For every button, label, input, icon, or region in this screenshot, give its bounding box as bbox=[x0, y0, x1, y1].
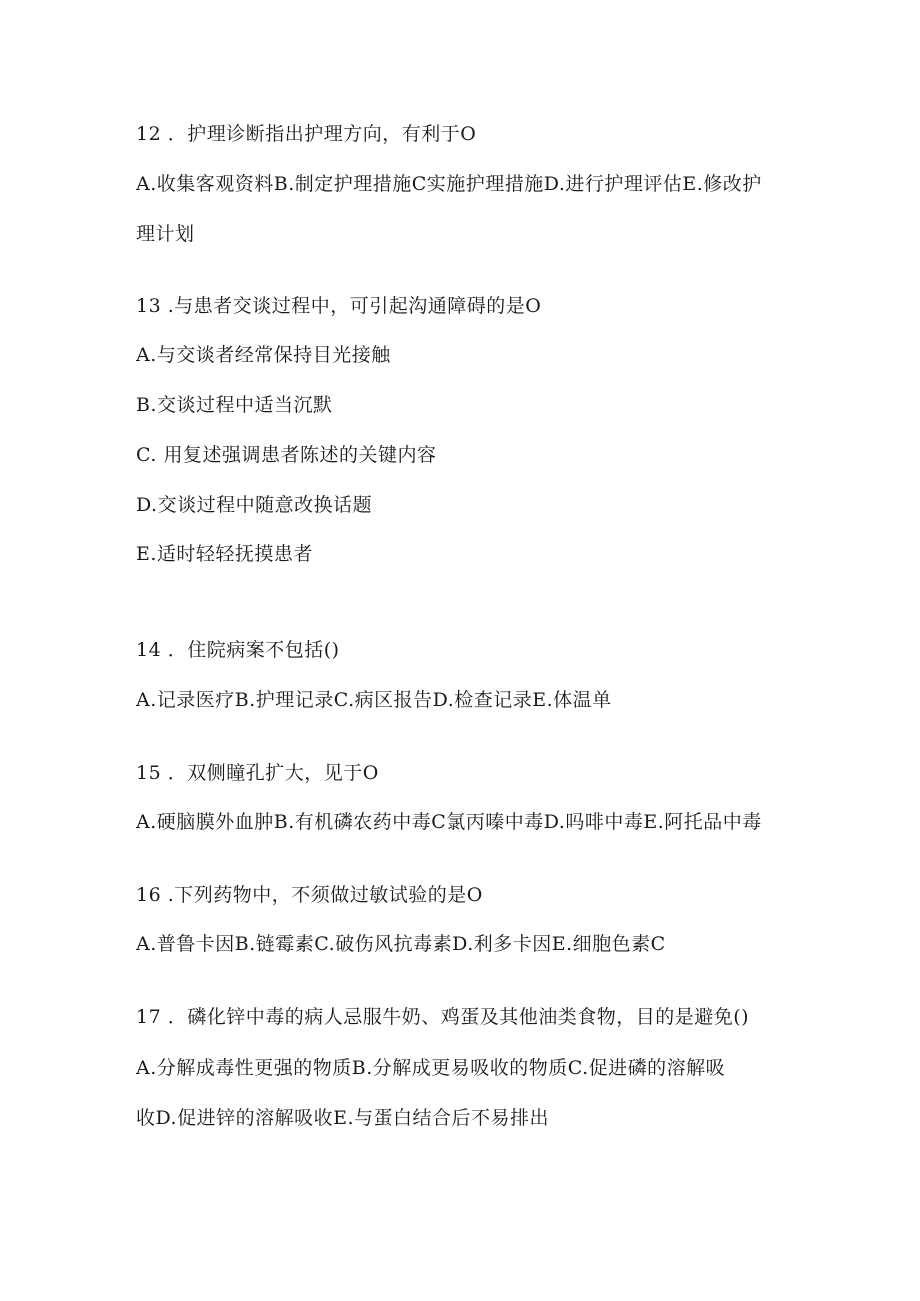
question-14-options: A.记录医疗B.护理记录C.病区报告D.检查记录E.体温单 bbox=[136, 689, 612, 711]
question-15-options: A.硬脑膜外血肿B.有机磷农药中毒C氯丙嗪中毒D.吗啡中毒E.阿托品中毒 bbox=[136, 811, 762, 833]
question-17-options-line-1: A.分解成毒性更强的物质B.分解成更易吸收的物质C.促进磷的溶解吸 bbox=[136, 1057, 726, 1079]
question-16-stem: 16 .下列药物中，不须做过敏试验的是O bbox=[136, 884, 483, 906]
question-12-options-line-1: A.收集客观资料B.制定护理措施C实施护理措施D.进行护理评估E.修改护 bbox=[136, 173, 762, 195]
question-14-stem: 14 ．住院病案不包括() bbox=[136, 639, 340, 661]
question-13-option-a: A.与交谈者经常保持目光接触 bbox=[136, 344, 391, 366]
question-12-options-line-2: 理计划 bbox=[136, 223, 195, 245]
question-13-option-c: C. 用复述强调患者陈述的关键内容 bbox=[136, 444, 437, 466]
question-17-options-line-2: 收D.促进锌的溶解吸收E.与蛋白结合后不易排出 bbox=[136, 1107, 550, 1129]
question-12-stem: 12 ．护理诊断指出护理方向，有利于O bbox=[136, 123, 477, 145]
question-13-option-b: B.交谈过程中适当沉默 bbox=[136, 394, 333, 416]
question-16-options: A.普鲁卡因B.链霉素C.破伤风抗毒素D.利多卡因E.细胞色素C bbox=[136, 933, 666, 955]
question-15-stem: 15 ．双侧瞳孔扩大，见于O bbox=[136, 762, 379, 784]
question-17-stem: 17 ．磷化锌中毒的病人忌服牛奶、鸡蛋及其他油类食物，目的是避免() bbox=[136, 1006, 750, 1028]
question-13-option-d: D.交谈过程中随意改换话题 bbox=[136, 494, 373, 516]
question-13-option-e: E.适时轻轻抚摸患者 bbox=[136, 543, 313, 565]
question-13-stem: 13 .与患者交谈过程中，可引起沟通障碍的是O bbox=[136, 295, 542, 317]
